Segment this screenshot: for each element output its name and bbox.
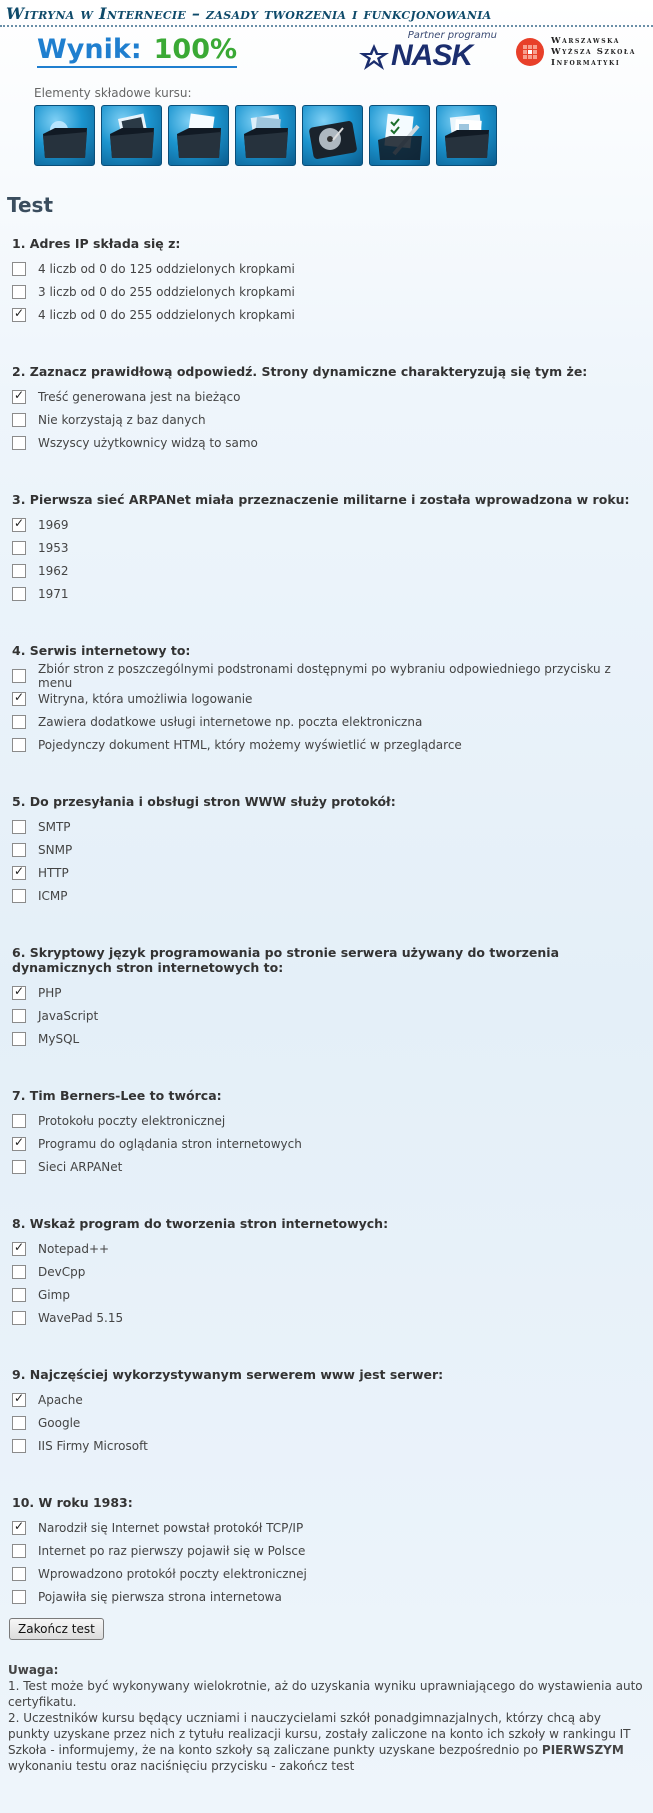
answer-label: JavaScript <box>38 1008 99 1023</box>
score-label: Wynik: <box>37 34 142 65</box>
question-title: 9. Najczęściej wykorzystywanym serwerem www jest serwer: <box>12 1367 444 1382</box>
answer-option[interactable] <box>12 1434 642 1457</box>
answer-checkbox[interactable] <box>12 1416 26 1430</box>
question-title: 5. Do przesyłania i obsługi stron WWW służy protokół: <box>12 794 396 809</box>
answer-checkbox-checked[interactable] <box>12 308 26 322</box>
answer-option[interactable] <box>12 582 642 605</box>
answer-option[interactable] <box>12 559 642 582</box>
answer-option[interactable] <box>12 1004 642 1027</box>
answer-checkbox[interactable] <box>12 1567 26 1581</box>
answer-option[interactable] <box>12 513 642 536</box>
wwsi-line-1: Warszawska <box>551 36 620 46</box>
question-9 <box>12 1367 642 1457</box>
wwsi-name <box>551 36 636 69</box>
answer-option[interactable] <box>12 408 642 431</box>
answer-option[interactable] <box>12 1516 642 1539</box>
answer-option[interactable] <box>12 385 642 408</box>
answer-label: 4 liczb od 0 do 255 oddzielonych kropkami <box>38 307 295 322</box>
answer-checkbox-checked[interactable] <box>12 692 26 706</box>
answer-label: Pojawiła się pierwsza strona internetowa <box>38 1589 282 1604</box>
score-display <box>37 33 237 68</box>
answer-option[interactable] <box>12 536 642 559</box>
note-2-emphasis: PIERWSZYM <box>541 1743 624 1757</box>
answer-checkbox[interactable] <box>12 1590 26 1604</box>
document-stack-icon[interactable] <box>436 105 497 166</box>
question-5 <box>12 794 642 907</box>
question-4 <box>12 643 642 756</box>
answer-option[interactable] <box>12 733 642 756</box>
answer-option[interactable] <box>12 1411 642 1434</box>
answer-label: SMTP <box>38 819 71 834</box>
answer-checkbox-checked[interactable] <box>12 1393 26 1407</box>
answer-option[interactable] <box>12 257 642 280</box>
answer-checkbox[interactable] <box>12 1288 26 1302</box>
answer-checkbox[interactable] <box>12 1311 26 1325</box>
answer-label: Treść generowana jest na bieżąco <box>38 389 241 404</box>
notes-title: Uwaga: <box>8 1663 59 1677</box>
answer-label: IIS Firmy Microsoft <box>38 1438 148 1453</box>
answer-label: HTTP <box>38 865 69 880</box>
answer-checkbox-checked[interactable] <box>12 518 26 532</box>
finish-test-button[interactable]: Zakończ test <box>9 1618 104 1640</box>
test-heading: Test <box>7 193 54 217</box>
header-row <box>0 27 653 77</box>
answer-checkbox[interactable] <box>12 1114 26 1128</box>
answer-label: WavePad 5.15 <box>38 1310 124 1325</box>
answer-option[interactable] <box>12 687 642 710</box>
answer-checkbox-checked[interactable] <box>12 866 26 880</box>
answer-label: DevCpp <box>38 1264 86 1279</box>
answer-option[interactable] <box>12 1027 642 1050</box>
question-list <box>12 236 642 1646</box>
answer-checkbox[interactable] <box>12 669 26 683</box>
answer-checkbox[interactable] <box>12 436 26 450</box>
answer-checkbox[interactable] <box>12 843 26 857</box>
answer-option[interactable] <box>12 1562 642 1585</box>
nask-logo <box>357 31 501 73</box>
answer-option[interactable] <box>12 1260 642 1283</box>
answer-label: ICMP <box>38 888 68 903</box>
answer-label: Sieci ARPANet <box>38 1159 123 1174</box>
note-2-text: 2. Uczestników kursu będący uczniami i nauczycielami szkół ponadgimnazjalnych, którzy chcą aby punkty uzyskane przez nich z tytułu realizacji kursu, zostały zaliczone na konto ich szkoły w rankingu IT Szkoła - informujemy, że na konto szkoły są zaliczane punkty uzyskane bezpośrednio po <box>8 1711 631 1757</box>
answer-label: Apache <box>38 1392 83 1407</box>
answer-label: 1953 <box>38 540 69 555</box>
answer-label: Pojedynczy dokument HTML, który możemy wyświetlić w przeglądarce <box>38 737 462 752</box>
course-title: Witryna w Internecie – zasady tworzenia i funkcjonowania <box>0 0 653 27</box>
answer-option[interactable] <box>12 1306 642 1329</box>
question-title: 2. Zaznacz prawidłową odpowiedź. Strony dynamiczne charakteryzują się tym że: <box>12 364 588 379</box>
note-2 <box>8 1710 643 1774</box>
answer-label: Protokołu poczty elektronicznej <box>38 1113 226 1128</box>
answer-label: Narodził się Internet powstał protokół TCP/IP <box>38 1520 304 1535</box>
answer-checkbox-checked[interactable] <box>12 1242 26 1256</box>
question-title: 7. Tim Berners-Lee to twórca: <box>12 1088 222 1103</box>
answer-option[interactable] <box>12 280 642 303</box>
answer-label: Gimp <box>38 1287 70 1302</box>
answer-label: 1969 <box>38 517 69 532</box>
answer-checkbox-checked[interactable] <box>12 390 26 404</box>
nask-star-icon <box>357 42 391 72</box>
question-3 <box>12 492 642 605</box>
answer-option[interactable] <box>12 303 642 326</box>
partner-label: Partner programu <box>407 30 497 41</box>
film-folder-icon[interactable] <box>101 105 162 166</box>
answer-option[interactable] <box>12 861 642 884</box>
answer-checkbox[interactable] <box>12 1160 26 1174</box>
answer-option[interactable] <box>12 1237 642 1260</box>
wwsi-line-3: Informatyki <box>551 58 621 68</box>
question-2 <box>12 364 642 454</box>
answer-option[interactable] <box>12 1155 642 1178</box>
checklist-icon[interactable] <box>369 105 430 166</box>
answer-label: Wprowadzono protokół poczty elektronicznej <box>38 1566 307 1581</box>
answer-checkbox[interactable] <box>12 1544 26 1558</box>
note-2-text-end: wykonaniu testu oraz naciśnięciu przycisku - zakończ test <box>8 1759 355 1773</box>
answer-checkbox-checked[interactable] <box>12 1521 26 1535</box>
hard-drive-icon[interactable] <box>302 105 363 166</box>
question-1 <box>12 236 642 326</box>
photos-folder-icon[interactable] <box>235 105 296 166</box>
answer-label: Google <box>38 1415 81 1430</box>
answer-checkbox[interactable] <box>12 541 26 555</box>
answer-label: Programu do oglądania stron internetowych <box>38 1136 302 1151</box>
question-10 <box>12 1495 642 1608</box>
answer-checkbox[interactable] <box>12 715 26 729</box>
answer-label: PHP <box>38 985 62 1000</box>
question-6 <box>12 945 642 1050</box>
document-folder-icon[interactable] <box>168 105 229 166</box>
answer-label: Internet po raz pierwszy pojawił się w Polsce <box>38 1543 306 1558</box>
answer-checkbox[interactable] <box>12 889 26 903</box>
answer-option[interactable] <box>12 431 642 454</box>
note-1: 1. Test może być wykonywany wielokrotnie, aż do uzyskania wyniku uprawniającego do wystawienia auto certyfikatu. <box>8 1679 643 1709</box>
answer-checkbox[interactable] <box>12 1439 26 1453</box>
answer-checkbox[interactable] <box>12 738 26 752</box>
answer-option[interactable] <box>12 1388 642 1411</box>
answer-label: Nie korzystają z baz danych <box>38 412 206 427</box>
question-8 <box>12 1216 642 1329</box>
answer-checkbox-checked[interactable] <box>12 1137 26 1151</box>
answer-checkbox[interactable] <box>12 564 26 578</box>
answer-label: Witryna, która umożliwia logowanie <box>38 691 253 706</box>
answer-label: SNMP <box>38 842 73 857</box>
answer-option[interactable] <box>12 815 642 838</box>
answer-label: Wszyscy użytkownicy widzą to samo <box>38 435 258 450</box>
wwsi-logo <box>515 35 650 75</box>
question-title: 8. Wskaż program do tworzenia stron internetowych: <box>12 1216 389 1231</box>
question-title: 1. Adres IP składa się z: <box>12 236 181 251</box>
answer-label: Zbiór stron z poszczególnymi podstronami dostępnymi po wybraniu odpowiedniego przycisku z menu <box>38 661 611 690</box>
question-title: 4. Serwis internetowy to: <box>12 643 191 658</box>
answer-label: Notepad++ <box>38 1241 110 1256</box>
answer-option[interactable] <box>12 884 642 907</box>
answer-label: 1962 <box>38 563 69 578</box>
answer-checkbox[interactable] <box>12 285 26 299</box>
course-elements-bar <box>34 105 497 166</box>
answer-label: 1971 <box>38 586 69 601</box>
question-title: 3. Pierwsza sieć ARPANet miała przeznaczenie militarne i została wprowadzona w roku: <box>12 492 630 507</box>
score-value: 100% <box>153 34 238 65</box>
question-title: 10. W roku 1983: <box>12 1495 133 1510</box>
answer-checkbox[interactable] <box>12 820 26 834</box>
answer-checkbox[interactable] <box>12 1009 26 1023</box>
question-title: 6. Skryptowy język programowania po stronie serwera używany do tworzenia dynamicznych stron internetowych to: <box>12 945 560 975</box>
wwsi-emblem-icon <box>515 37 545 67</box>
answer-checkbox[interactable] <box>12 1265 26 1279</box>
notes-section <box>8 1662 643 1774</box>
course-elements-label: Elementy składowe kursu: <box>34 86 192 100</box>
answer-label: 3 liczb od 0 do 255 oddzielonych kropkami <box>38 284 295 299</box>
answer-option[interactable] <box>12 981 642 1004</box>
answer-option[interactable] <box>12 1109 642 1132</box>
answer-label: MySQL <box>38 1031 80 1046</box>
answer-checkbox[interactable] <box>12 1032 26 1046</box>
answer-option[interactable] <box>12 838 642 861</box>
globe-folder-icon[interactable] <box>34 105 95 166</box>
nask-wordmark: NASK <box>391 39 473 72</box>
answer-checkbox-checked[interactable] <box>12 986 26 1000</box>
answer-label: Zawiera dodatkowe usługi internetowe np. poczta elektroniczna <box>38 714 423 729</box>
answer-option[interactable] <box>12 1132 642 1155</box>
wwsi-line-2: Wyższa Szkoła <box>551 47 637 57</box>
answer-label: 4 liczb od 0 do 125 oddzielonych kropkami <box>38 261 295 276</box>
answer-checkbox[interactable] <box>12 262 26 276</box>
answer-option[interactable] <box>12 1283 642 1306</box>
answer-option[interactable] <box>12 710 642 733</box>
answer-option[interactable] <box>12 661 642 690</box>
answer-option[interactable] <box>12 1539 642 1562</box>
question-7 <box>12 1088 642 1178</box>
answer-checkbox[interactable] <box>12 587 26 601</box>
answer-option[interactable] <box>12 1585 642 1608</box>
answer-checkbox[interactable] <box>12 413 26 427</box>
